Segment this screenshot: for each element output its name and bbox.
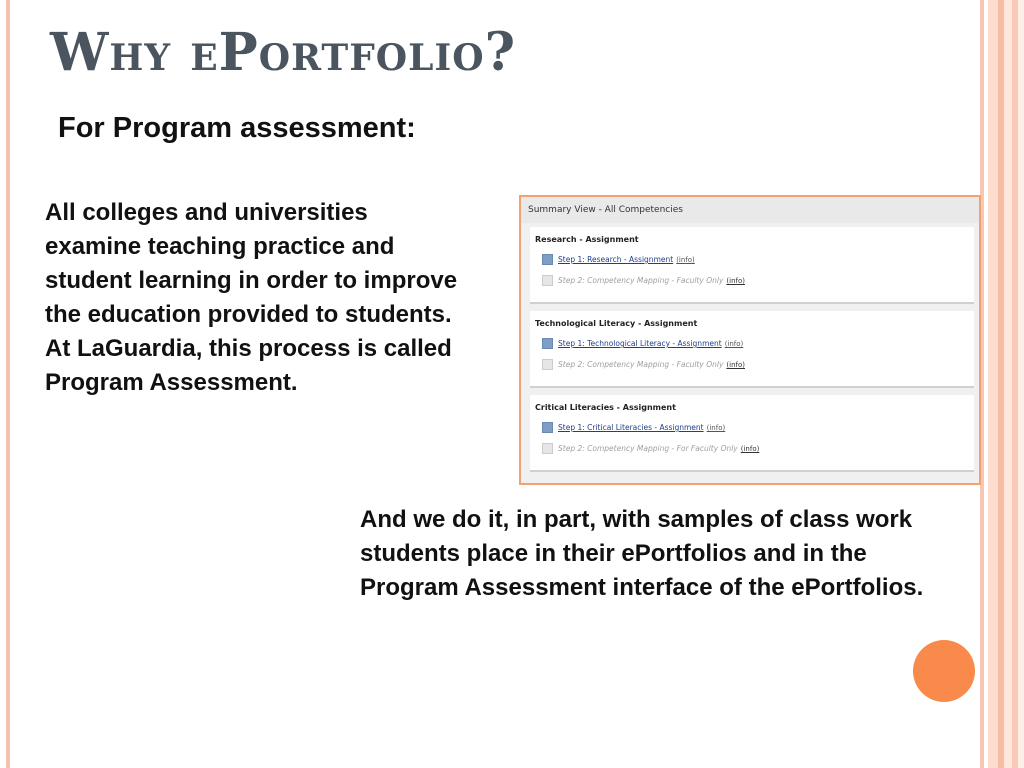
step-status-icon (542, 254, 553, 265)
left-decorative-rule (6, 0, 10, 768)
step-status-icon (542, 422, 553, 433)
info-link[interactable]: (info) (724, 339, 744, 348)
step-2-link (542, 443, 759, 454)
step-status-icon (542, 338, 553, 349)
step-1-link[interactable] (542, 254, 695, 265)
body-paragraph-1: All colleges and universities examine teaching practice and student learning in order to improve the education provided to students. At LaGuardia, this process is called Program Assessment. (45, 199, 458, 396)
step-label: Step 2: Competency Mapping - Faculty Only (558, 360, 724, 369)
step-2-link (542, 275, 745, 286)
competency-section-critical-literacies (530, 395, 974, 472)
competency-section-technological-literacy (530, 311, 974, 388)
step-label[interactable]: Step 1: Research - Assignment (558, 255, 674, 264)
info-link[interactable]: (info) (726, 276, 745, 285)
section-title: Research - Assignment (535, 235, 639, 244)
step-label[interactable]: Step 1: Critical Literacies - Assignment (558, 423, 704, 432)
info-link[interactable]: (info) (740, 444, 760, 453)
info-link[interactable]: (info) (676, 255, 695, 264)
summary-view-header: Summary View - All Competencies (521, 197, 979, 223)
step-2-link (542, 359, 745, 370)
orange-circle-decoration (913, 640, 975, 702)
step-label[interactable]: Step 1: Technological Literacy - Assignment (558, 339, 722, 348)
slide-title: Why ePortfolio? (50, 22, 517, 83)
step-1-link[interactable] (542, 422, 725, 433)
section-title: Technological Literacy - Assignment (535, 319, 698, 328)
step-status-icon (542, 359, 553, 370)
competency-section-research (530, 227, 974, 304)
step-status-icon (542, 275, 553, 286)
info-link[interactable]: (info) (726, 360, 745, 369)
step-1-link[interactable] (542, 338, 743, 349)
step-label: Step 2: Competency Mapping - Faculty Only (558, 276, 724, 285)
step-label: Step 2: Competency Mapping - For Faculty Only (558, 444, 738, 453)
competencies-screenshot (519, 195, 981, 485)
info-link[interactable]: (info) (706, 423, 726, 432)
step-status-icon (542, 443, 553, 454)
section-title: Critical Literacies - Assignment (535, 403, 676, 412)
right-decorative-band (978, 0, 1024, 768)
slide-subtitle: For Program assessment: (58, 112, 416, 144)
body-paragraph-2: And we do it, in part, with samples of class work students place in their ePortfolios and in the Program Assessment interface of the ePortfolios. (360, 506, 924, 601)
